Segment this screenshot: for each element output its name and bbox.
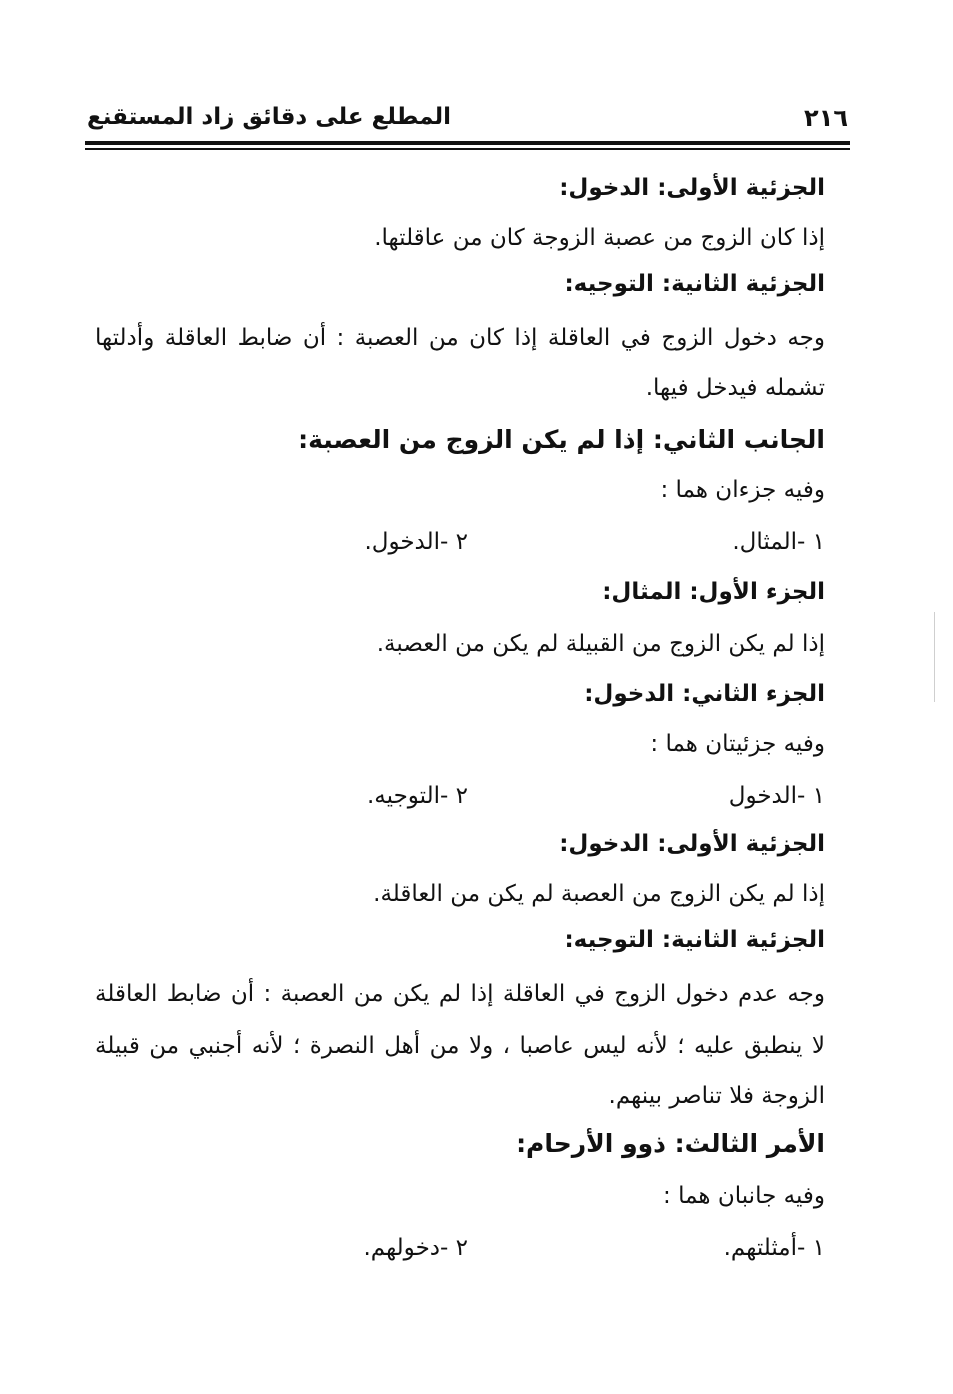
paragraph-line: وجه عدم دخول الزوج في العاقلة إذا لم يكن من العصبة : أن ضابط العاقلة (95, 981, 825, 1007)
subheading: الجزء الثاني: الدخول: (584, 681, 825, 707)
list-item: ١ -المثال. (732, 529, 825, 555)
paragraph-line: لا ينطبق عليه ؛ لأنه ليس عاصبا ، ولا من أهل النصرة ؛ لأنه أجنبي من قبيلة (95, 1033, 825, 1059)
subheading: الجزئية الأولى: الدخول: (559, 175, 825, 201)
subheading: الجزئية الثانية: التوجيه: (564, 271, 825, 297)
header-rule-thick (85, 141, 850, 145)
subheading: الجزء الأول: المثال: (602, 579, 825, 605)
paragraph-line: إذا لم يكن الزوج من القبيلة لم يكن من العصبة. (376, 631, 825, 657)
list-item: ٢ -التوجيه. (367, 783, 468, 809)
list-item: ١ -أمثلتهم. (723, 1235, 825, 1261)
list-item: ٢ -دخولهم. (363, 1235, 468, 1261)
subheading: الجزئية الأولى: الدخول: (559, 831, 825, 857)
paragraph-line: إذا كان الزوج من عصبة الزوجة كان من عاقلتها. (374, 225, 825, 251)
header-rule-thin (85, 148, 850, 150)
paragraph-line: وجه دخول الزوج في العاقلة إذا كان من العصبة : أن ضابط العاقلة وأدلتها (95, 325, 825, 351)
book-title: المطلع على دقائق زاد المستقنع (87, 104, 452, 130)
paragraph-line: وفيه جزءان هما : (660, 477, 825, 503)
paragraph-line: تشمله فيدخل فيها. (645, 375, 825, 401)
section-heading: الجانب الثاني: إذا لم يكن الزوج من العصبة: (298, 425, 825, 454)
paragraph-line: وفيه جزئيتان هما : (650, 731, 825, 757)
page-header (85, 100, 850, 140)
list-item: ٢ -الدخول. (364, 529, 468, 555)
paragraph-line: إذا لم يكن الزوج من العصبة لم يكن من العاقلة. (373, 881, 825, 907)
section-heading: الأمر الثالث: ذوو الأرحام: (516, 1129, 825, 1158)
paragraph-line: وفيه جانبان هما : (663, 1183, 825, 1209)
list-item: ١ -الدخول (728, 783, 825, 809)
paragraph-line: الزوجة فلا تناصر بينهم. (608, 1083, 825, 1109)
page-number: ٢١٦ (804, 104, 848, 132)
subheading: الجزئية الثانية: التوجيه: (564, 927, 825, 953)
scan-margin-mark (934, 612, 935, 702)
